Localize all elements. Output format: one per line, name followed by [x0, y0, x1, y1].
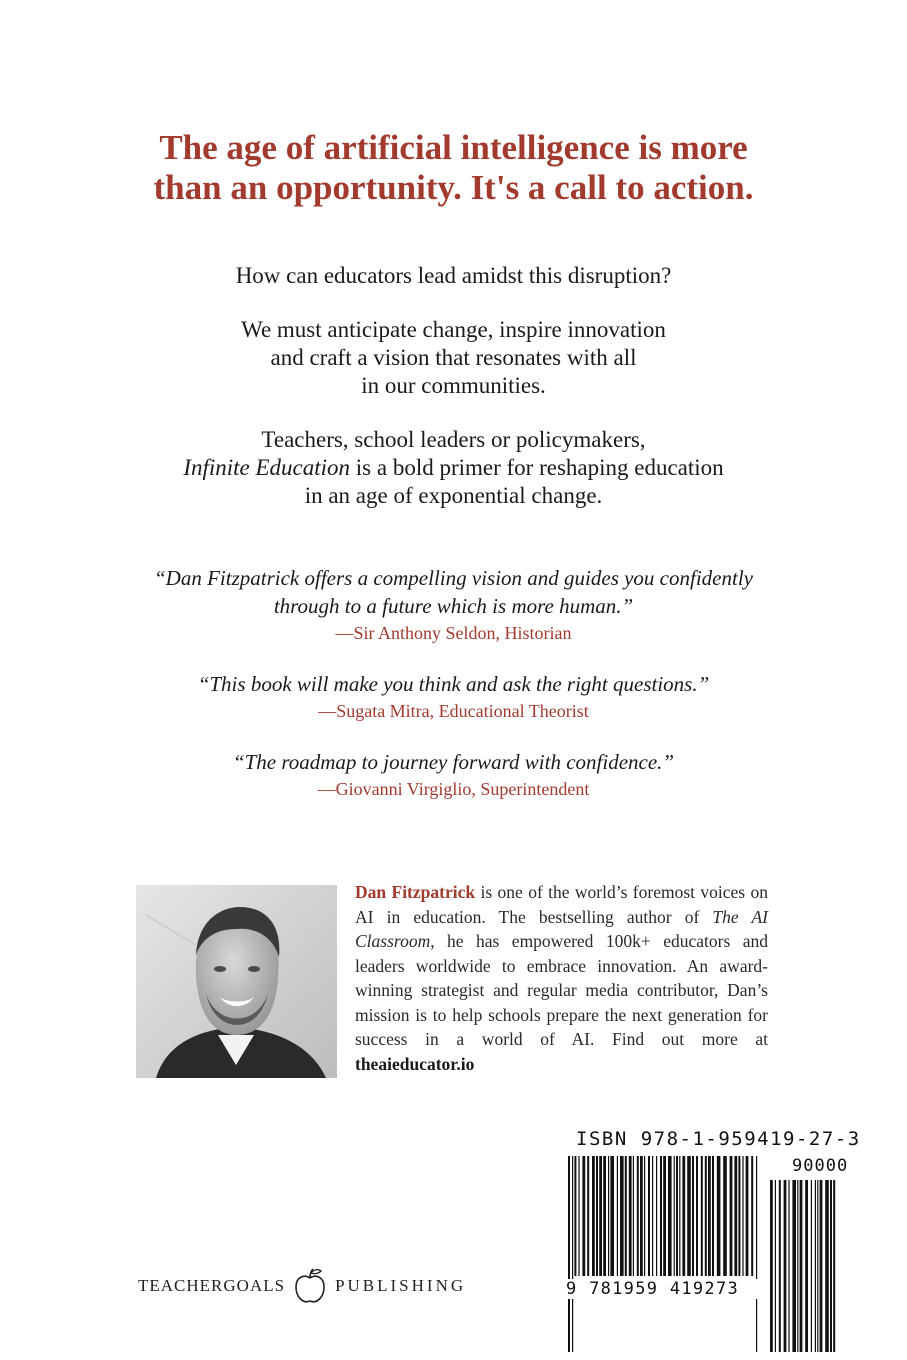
- barcode-bar: [692, 1156, 694, 1276]
- barcode-bar: [687, 1156, 691, 1276]
- barcode-bar: [578, 1156, 579, 1276]
- barcode-bar: [833, 1180, 835, 1352]
- barcode-bar: [815, 1180, 816, 1352]
- barcode-bar: [640, 1156, 643, 1276]
- barcode-bar: [730, 1156, 733, 1276]
- barcode-bar: [770, 1180, 773, 1352]
- barcode-bar: [625, 1156, 627, 1276]
- barcode-bar: [723, 1156, 727, 1276]
- bio-text-1: is one of the world’s foremost voices on AI in education. The bestselling author of: [355, 882, 768, 927]
- barcode-bar: [679, 1156, 680, 1276]
- barcode-bar: [574, 1156, 576, 1276]
- quote-text: “This book will make you think and ask the right questions.”: [197, 672, 710, 696]
- barcode-bar: [792, 1180, 796, 1352]
- quote-attribution: —Giovanni Virgiglio, Superintendent: [317, 779, 590, 799]
- barcode-bar: [797, 1180, 798, 1352]
- barcode-bar: [800, 1180, 803, 1352]
- barcode-bar: [656, 1156, 657, 1276]
- barcode-bar: [596, 1156, 598, 1276]
- barcode-bar: [629, 1156, 632, 1276]
- barcode-bar: [674, 1156, 675, 1276]
- barcode-bar: [610, 1156, 614, 1276]
- barcode-bar: [784, 1180, 787, 1352]
- bio-text-2: , he has empowered 100k+ educators and leaders worldwide to embrace innovation. An award-winning strategist and regular media contributor, Dan’s mission is to help schools prepare the next generation for success in a world of AI. Find out more at: [355, 931, 768, 1049]
- barcode-bar: [825, 1180, 829, 1352]
- bio-book-title: The AI Classroom: [355, 906, 769, 951]
- barcode-bar: [705, 1156, 707, 1276]
- author-name: Dan Fitzpatrick: [355, 882, 476, 902]
- intro-p3-line-3: in an age of exponential change.: [304, 483, 603, 508]
- barcode-bar: [652, 1156, 653, 1276]
- barcode-bar: [830, 1180, 832, 1352]
- headline: [60, 128, 847, 208]
- intro-p2-line-3: in our communities.: [361, 373, 546, 398]
- barcode-bar: [738, 1156, 740, 1276]
- endorsements: [40, 564, 867, 826]
- barcode-bar: [648, 1156, 650, 1276]
- barcode-bar: [592, 1156, 595, 1276]
- barcode-bar: [701, 1156, 703, 1276]
- barcode-bar: [682, 1156, 685, 1276]
- author-bio: [355, 880, 768, 1076]
- quote-text: “Dan Fitzpatrick offers a compelling vision and guides you confidently: [153, 566, 753, 590]
- intro-question: How can educators lead amidst this disruption?: [235, 263, 672, 288]
- barcode-bar: [734, 1156, 737, 1276]
- barcode-bar: [587, 1156, 589, 1276]
- publisher-logo: [138, 1262, 466, 1310]
- barcode-price-code: 90000: [792, 1156, 849, 1176]
- barcode: [566, 1156, 836, 1352]
- author-website: theaieducator.io: [355, 1053, 475, 1074]
- intro-paragraph-2: [60, 316, 847, 400]
- barcode-bar: [582, 1156, 585, 1276]
- barcode-bar: [617, 1156, 618, 1276]
- quote-text: through to a future which is more human.”: [273, 594, 634, 618]
- endorsement: [40, 748, 867, 802]
- book-title: Infinite Education: [183, 455, 351, 480]
- barcode-bar: [620, 1156, 624, 1276]
- barcode-bar: [756, 1156, 757, 1352]
- barcode-bar: [696, 1156, 698, 1276]
- barcode-bar: [676, 1156, 678, 1276]
- headline-line-1: The age of artificial intelligence is more: [159, 128, 748, 167]
- barcode-bar: [717, 1156, 721, 1276]
- barcode-bar: [668, 1156, 672, 1276]
- intro-p2-line-1: We must anticipate change, inspire innovation: [241, 317, 666, 342]
- barcode-bar: [742, 1156, 743, 1276]
- barcode-bar: [663, 1156, 666, 1276]
- barcode-bar: [820, 1180, 823, 1352]
- intro-paragraph-3: [60, 426, 847, 510]
- barcode-bar: [637, 1156, 639, 1276]
- barcode-bar: [779, 1180, 781, 1352]
- endorsement: [40, 564, 867, 646]
- publisher-name-left: TEACHERGOALS: [138, 1276, 286, 1295]
- intro-p2-line-2: and craft a vision that resonates with all: [270, 345, 637, 370]
- barcode-bar: [746, 1156, 749, 1276]
- intro-p3-line-2: is a bold primer for reshaping education: [350, 455, 724, 480]
- barcode-bar: [805, 1180, 808, 1352]
- barcode-bar: [788, 1180, 789, 1352]
- endorsement: [40, 670, 867, 724]
- barcode-bar: [712, 1156, 714, 1276]
- barcode-bar: [633, 1156, 634, 1276]
- barcode-bar: [817, 1180, 818, 1352]
- barcode-bars: [566, 1156, 836, 1352]
- quote-text: “The roadmap to journey forward with confidence.”: [232, 750, 675, 774]
- barcode-digits: 9 781959 419273: [566, 1279, 770, 1299]
- intro-p3-line-1: Teachers, school leaders or policymakers,: [261, 427, 646, 452]
- intro-text: [60, 262, 847, 536]
- quote-attribution: —Sugata Mitra, Educational Theorist: [318, 701, 589, 721]
- headline-line-2: than an opportunity. It's a call to action.: [153, 168, 754, 207]
- barcode-bar: [751, 1156, 753, 1276]
- isbn-label: ISBN 978-1-959419-27-3: [576, 1128, 861, 1150]
- author-photo: [136, 885, 337, 1078]
- barcode-bar: [603, 1156, 606, 1276]
- apple-icon: [293, 1266, 327, 1306]
- barcode-bar: [599, 1156, 602, 1276]
- barcode-bar: [811, 1180, 812, 1352]
- barcode-bar: [708, 1156, 711, 1276]
- barcode-bar: [660, 1156, 662, 1276]
- barcode-bar: [572, 1156, 573, 1352]
- barcode-bar: [644, 1156, 645, 1276]
- quote-attribution: —Sir Anthony Seldon, Historian: [335, 623, 572, 643]
- barcode-bar: [568, 1156, 570, 1352]
- barcode-bar: [608, 1156, 609, 1276]
- publisher-name-right: PUBLISHING: [335, 1276, 467, 1295]
- barcode-bar: [775, 1180, 776, 1352]
